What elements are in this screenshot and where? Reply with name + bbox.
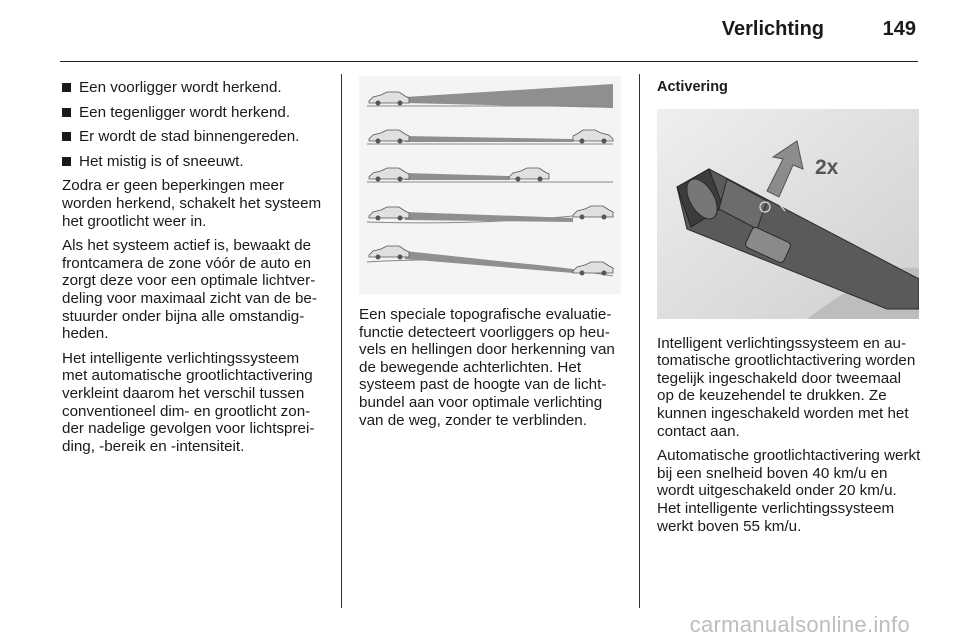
figure-caption: Een speciale topografische evaluatiefunctie detecteert voorliggers op heuvels en hellingen door herkenning van de bewegende achterlichten. Het systeem past de hoogte van de lichtbundel aan voor optimale verlichting van de weg, zonder te verblinden. <box>359 306 615 429</box>
paragraph: Als het systeem actief is, bewaakt de frontcamera de zone vóór de auto en zorgt deze voor een optimale lichtverdeling voor maximaal zicht van de bestuurder onder bijna alle omstandigheden. <box>62 237 317 343</box>
watermark: carmanualsonline.info <box>689 612 910 637</box>
middle-column <box>359 76 623 436</box>
bullet-item: Een tegenligger wordt herkend. <box>62 104 326 122</box>
section-heading: Activering <box>657 79 728 95</box>
paragraph: Zodra er geen beperkingen meer worden herkend, schakelt het systeem het grootlicht weer in. <box>62 177 322 230</box>
paragraph: Automatische grootlichtactivering werkt bij een snelheid boven 40 km/u en wordt uitgeschakeld onder 20 km/u. Het intelligente verlichtingssysteem werkt boven 55 km/u. <box>657 447 921 535</box>
column-divider <box>639 74 640 608</box>
left-column <box>62 79 326 462</box>
bullet-item: Een voorligger wordt herkend. <box>62 79 326 97</box>
header-rule <box>60 61 918 62</box>
bullet-list <box>62 79 326 170</box>
headlight-stalk-illustration <box>657 109 919 319</box>
column-divider <box>341 74 342 608</box>
right-column <box>657 79 921 542</box>
bullet-item: Er wordt de stad binnengereden. <box>62 128 326 146</box>
paragraph: Intelligent verlichtingssysteem en automatische grootlichtactivering worden tegelijk ingeschakeld door tweemaal op de keuzehendel te drukken. Ze kunnen ingeschakeld worden met het contact aan. <box>657 334 916 440</box>
bullet-item: Het mistig is of sneeuwt. <box>62 153 326 171</box>
paragraph: Het intelligente verlichtingssysteem met automatische grootlichtactivering verkleint daarom het verschil tussen conventioneel dim- en grootlicht zonder nadelige gevolgen voor lichtspreiding, -bereik en -intensiteit. <box>62 349 315 455</box>
stalk-figure <box>657 109 919 319</box>
press-count-label: 2x <box>815 155 839 179</box>
light-beam-illustration <box>359 76 621 294</box>
page-title: Verlichting <box>721 18 824 40</box>
page-number: 149 <box>882 18 916 40</box>
